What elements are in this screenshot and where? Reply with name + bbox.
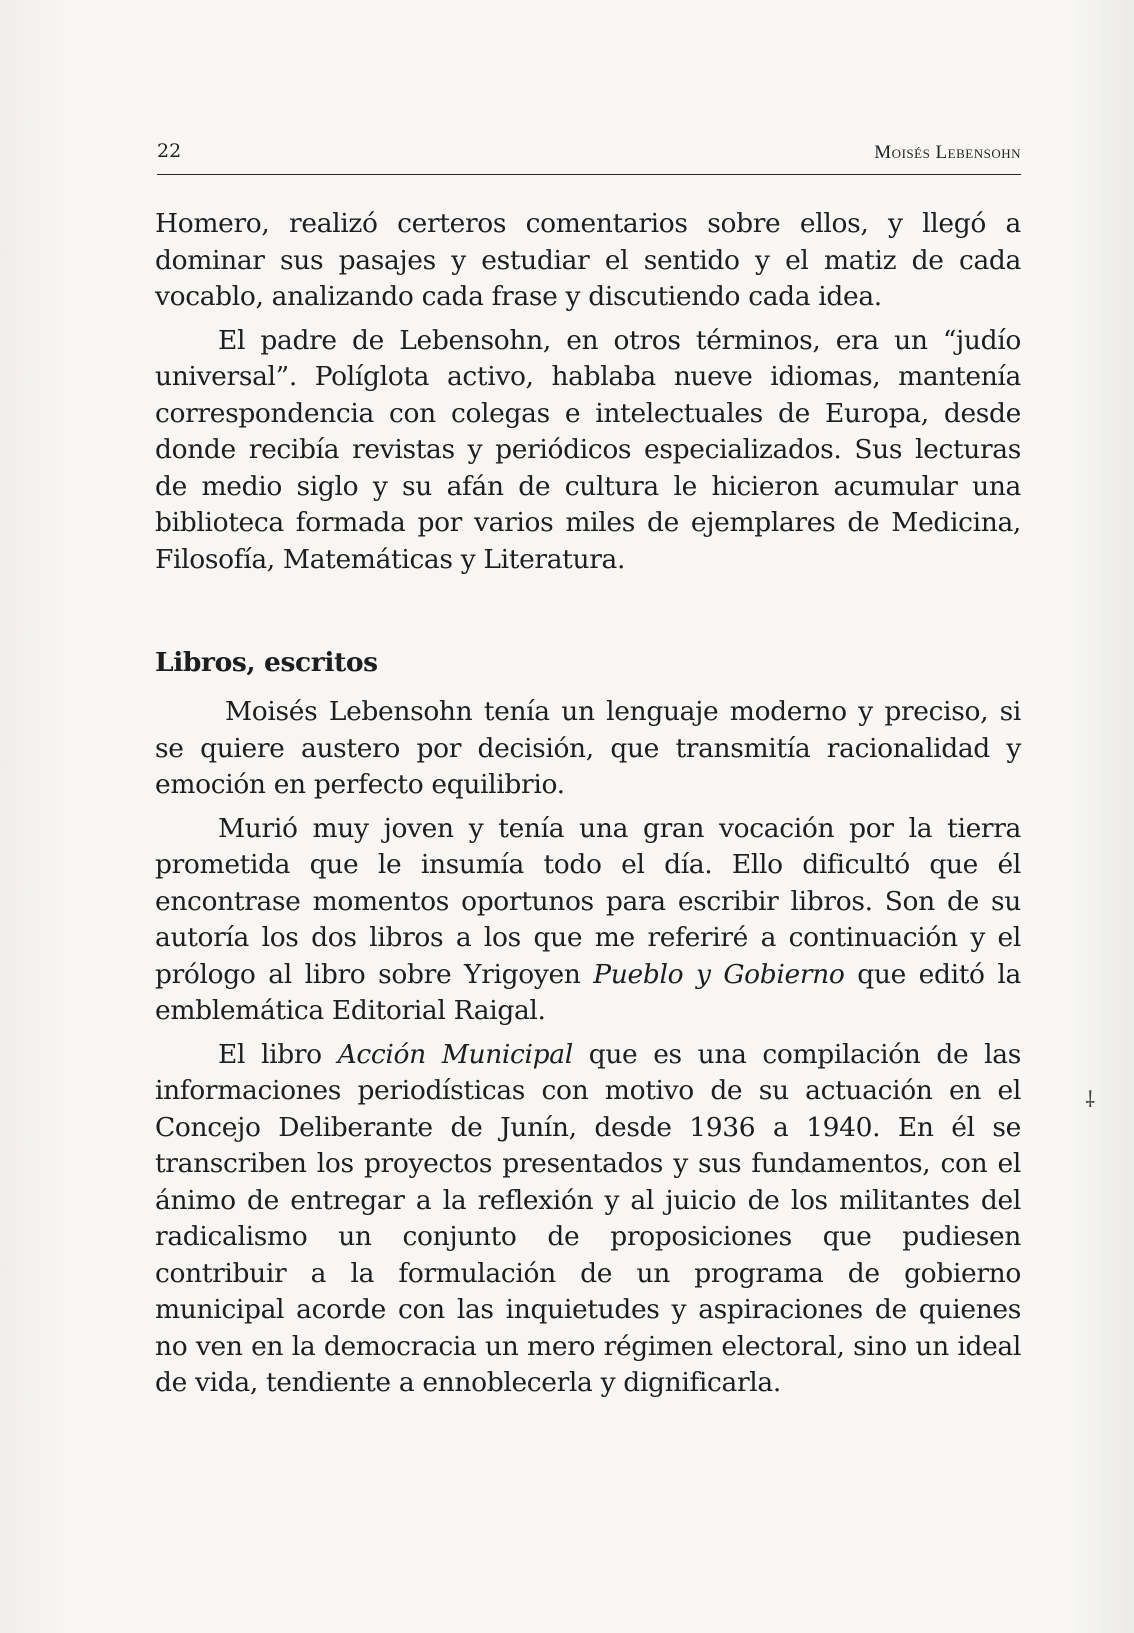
paragraph-5 — [155, 1037, 1021, 1402]
paragraph-2: El padre de Lebensohn, en otros términos, era un “judío universal”. Políglota activo, hablaba nueve idiomas, mantenía correspondencia con colegas e intelectuales de Europa, desde donde recibía revistas y periódicos especializados. Sus lecturas de medio siglo y su afán de cultura le hicieron acumular una biblioteca formada por varios miles de ejemplares de Medicina, Filosofía, Matemáticas y Literatura. — [155, 324, 1021, 575]
paragraph-4 — [155, 811, 1021, 1030]
paragraph-3: Moisés Lebensohn tenía un lenguaje moderno y preciso, si se quiere austero por decisión, que transmitía racionalidad y emoción en perfecto equilibrio. — [155, 696, 1021, 800]
margin-ink-mark-icon: ⸸ — [1085, 1088, 1096, 1113]
section-heading: Libros, escritos — [155, 647, 378, 678]
paragraph-1: Homero, realizó certeros comentarios sobre ellos, y llegó a dominar sus pasajes y estudiar el sentido y el matiz de cada vocablo, analizando cada frase y discutiendo cada idea. — [155, 208, 1021, 312]
paragraph-4-text-start: Murió muy joven y tenía una gran vocación por la tierra prometida que le insumía todo el día. Ello dificultó que él encontrase momentos oportunos para escribir libros. Son de su autoría los dos libros a los que me referiré a continuación y el prólogo al libro sobre Yrigoyen — [155, 812, 1021, 990]
running-header — [157, 136, 1021, 175]
running-title: Moisés Lebensohn — [874, 142, 1021, 163]
page-number: 22 — [157, 140, 182, 162]
body-text — [155, 206, 1021, 1409]
book-title-pueblo-y-gobierno: Pueblo y Gobierno — [593, 958, 845, 990]
paragraph-5-text-end: que es una compilación de las informaciones periodísticas con motivo de su actuación en el Concejo Deliberante de Junín, desde 1936 a 1940. En él se transcriben los proyectos presentados y sus fundamentos, con el ánimo de entregar a la reflexión y al juicio de los militantes del radicalismo un conjunto de proposiciones que pudiesen contribuir a la formulación de un programa de gobierno municipal acorde con las inquietudes y aspiraciones de quienes no ven en la democracia un mero régimen electoral, sino un ideal de vida, tendiente a ennoblecerla y dignificarla. — [155, 1038, 1022, 1398]
paragraph-5-text-start: El libro — [218, 1038, 338, 1070]
book-title-accion-municipal: Acción Municipal — [337, 1038, 573, 1070]
paragraph-4-text-end: que editó la emblemática Editorial Raigal. — [155, 958, 1021, 1026]
